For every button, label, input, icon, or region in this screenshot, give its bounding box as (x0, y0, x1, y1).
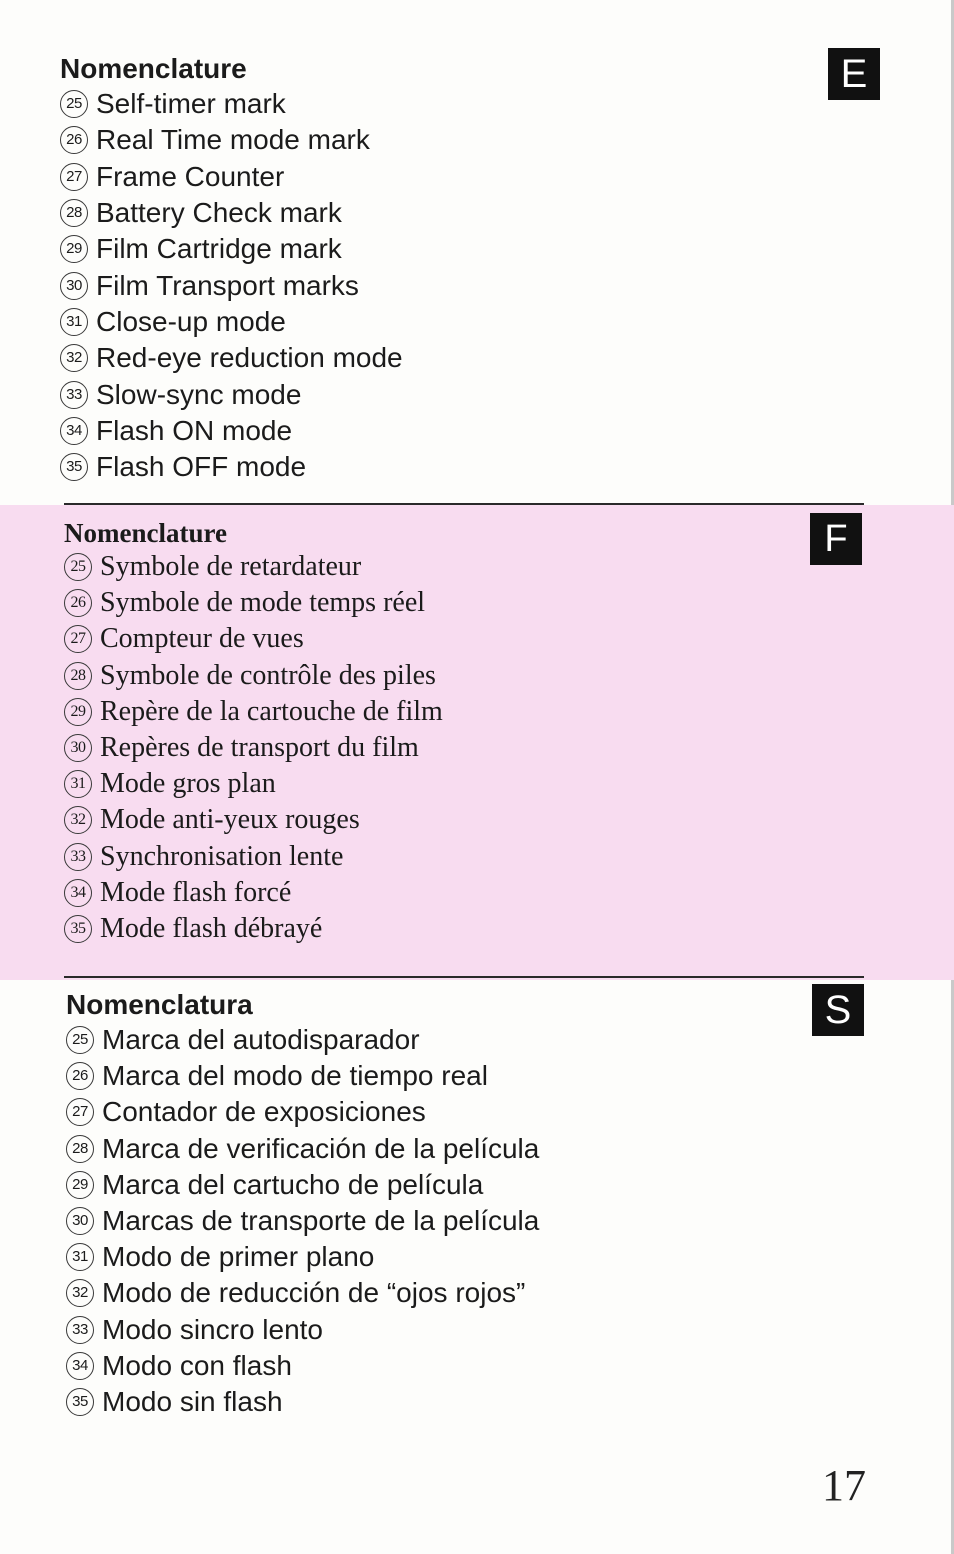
list-item (60, 86, 403, 122)
item-label: Mode gros plan (100, 768, 276, 800)
item-number-badge: 30 (64, 734, 92, 762)
item-label: Symbole de retardateur (100, 551, 362, 583)
item-label: Mode flash forcé (100, 876, 292, 908)
list-item (66, 1094, 539, 1130)
section-french (0, 505, 954, 980)
item-label: Real Time mode mark (96, 124, 370, 156)
item-label: Repères de transport du film (100, 732, 419, 764)
item-number-badge: 32 (66, 1279, 94, 1307)
item-label: Marca del modo de tiempo real (102, 1060, 488, 1092)
list-item (60, 449, 403, 485)
item-label: Mode flash débrayé (100, 912, 323, 944)
item-number-badge: 30 (60, 272, 88, 300)
item-label: Film Transport marks (96, 269, 359, 301)
item-label: Marca de verificación de la película (102, 1132, 540, 1164)
english-content (60, 52, 403, 485)
french-content (64, 517, 443, 947)
item-label: Battery Check mark (96, 197, 342, 229)
list-item (64, 911, 443, 947)
item-label: Marca del autodisparador (102, 1024, 420, 1056)
item-number-badge: 26 (64, 589, 92, 617)
list-item (60, 159, 403, 195)
list-item (60, 195, 403, 231)
item-label: Repère de la cartouche de film (100, 695, 443, 727)
item-number-badge: 31 (64, 770, 92, 798)
section-english (0, 0, 954, 505)
list-item (60, 340, 403, 376)
item-label: Modo sincro lento (102, 1313, 324, 1345)
item-number-badge: 35 (66, 1388, 94, 1416)
language-tab-english: E (828, 48, 880, 100)
item-label: Synchronisation lente (100, 840, 344, 872)
item-label: Compteur de vues (100, 623, 304, 655)
item-number-badge: 27 (66, 1098, 94, 1126)
item-label: Modo sin flash (102, 1385, 283, 1417)
english-item-list (60, 86, 403, 485)
list-item (64, 585, 443, 621)
spanish-item-list (66, 1022, 539, 1420)
item-number-badge: 25 (66, 1026, 94, 1054)
item-label: Modo con flash (102, 1349, 292, 1381)
item-number-badge: 34 (60, 417, 88, 445)
item-number-badge: 28 (64, 662, 92, 690)
section-spanish (0, 980, 954, 1450)
list-item (66, 1058, 539, 1094)
item-label: Symbole de contrôle des piles (100, 659, 436, 691)
english-heading: Nomenclature (60, 53, 247, 84)
item-number-badge: 28 (66, 1135, 94, 1163)
list-item (66, 1167, 539, 1203)
item-label: Close-up mode (96, 305, 286, 337)
list-item (64, 694, 443, 730)
item-number-badge: 29 (60, 235, 88, 263)
list-item (66, 1384, 539, 1420)
page-number: 17 (822, 1461, 866, 1510)
item-label: Self-timer mark (96, 88, 286, 120)
list-item (64, 875, 443, 911)
list-item (64, 621, 443, 657)
item-number-badge: 33 (64, 843, 92, 871)
list-item (66, 1239, 539, 1275)
item-number-badge: 35 (60, 453, 88, 481)
item-label: Slow-sync mode (96, 378, 302, 410)
item-label: Symbole de mode temps réel (100, 587, 426, 619)
item-number-badge: 26 (66, 1062, 94, 1090)
item-number-badge: 35 (64, 915, 92, 943)
item-number-badge: 28 (60, 199, 88, 227)
item-number-badge: 27 (60, 163, 88, 191)
item-number-badge: 32 (64, 806, 92, 834)
item-number-badge: 33 (66, 1316, 94, 1344)
spanish-content (66, 988, 539, 1420)
list-item (60, 304, 403, 340)
language-tab-spanish: S (812, 984, 864, 1036)
item-label: Contador de exposiciones (102, 1096, 426, 1128)
list-item (66, 1275, 539, 1311)
list-item (66, 1348, 539, 1384)
item-number-badge: 32 (60, 344, 88, 372)
list-item (66, 1022, 539, 1058)
list-item (66, 1312, 539, 1348)
item-number-badge: 30 (66, 1207, 94, 1235)
list-item (60, 267, 403, 303)
item-number-badge: 31 (66, 1243, 94, 1271)
item-number-badge: 34 (66, 1352, 94, 1380)
list-item (60, 231, 403, 267)
list-item (66, 1203, 539, 1239)
list-item (64, 549, 443, 585)
item-number-badge: 34 (64, 879, 92, 907)
item-label: Marca del cartucho de película (102, 1168, 484, 1200)
item-label: Frame Counter (96, 160, 285, 192)
list-item (64, 658, 443, 694)
list-item (64, 730, 443, 766)
list-item (64, 802, 443, 838)
list-item (66, 1131, 539, 1167)
list-item (60, 376, 403, 412)
item-number-badge: 31 (60, 308, 88, 336)
item-label: Film Cartridge mark (96, 233, 342, 265)
item-number-badge: 26 (60, 126, 88, 154)
item-number-badge: 27 (64, 625, 92, 653)
spanish-heading: Nomenclatura (66, 989, 253, 1020)
item-label: Modo de primer plano (102, 1241, 375, 1273)
item-label: Marcas de transporte de la película (102, 1205, 540, 1237)
item-label: Red-eye reduction mode (96, 342, 403, 374)
list-item (64, 839, 443, 875)
item-label: Flash OFF mode (96, 451, 307, 483)
list-item (64, 766, 443, 802)
item-number-badge: 33 (60, 381, 88, 409)
item-number-badge: 25 (60, 90, 88, 118)
language-tab-french: F (810, 513, 862, 565)
item-number-badge: 25 (64, 553, 92, 581)
item-label: Modo de reducción de “ojos rojos” (102, 1277, 526, 1309)
french-heading: Nomenclature (64, 518, 227, 548)
list-item (60, 413, 403, 449)
french-item-list (64, 549, 443, 947)
item-label: Mode anti-yeux rouges (100, 804, 360, 836)
section-divider (64, 976, 864, 978)
item-number-badge: 29 (64, 698, 92, 726)
item-number-badge: 29 (66, 1171, 94, 1199)
list-item (60, 122, 403, 158)
item-label: Flash ON mode (96, 414, 293, 446)
